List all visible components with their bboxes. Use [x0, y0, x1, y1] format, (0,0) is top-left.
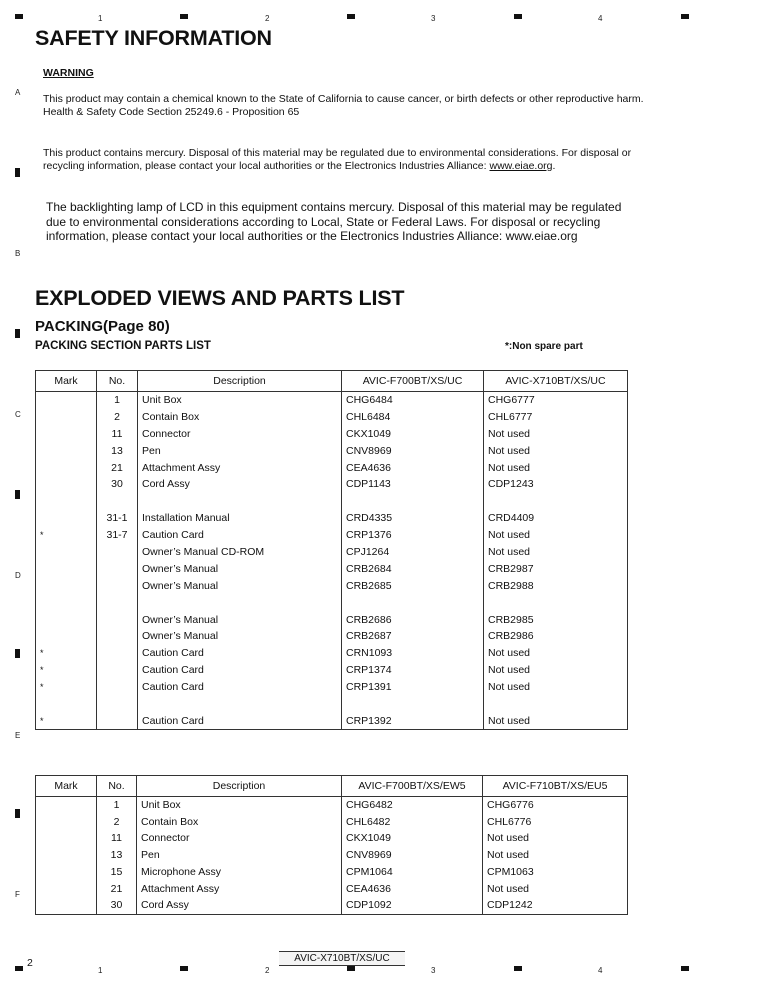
- cell-mark: *: [36, 662, 97, 679]
- cell-description: Owner’s Manual: [138, 628, 342, 645]
- exploded-views-title: EXPLODED VIEWS AND PARTS LIST: [35, 286, 405, 310]
- cell-part-a: CRB2686: [342, 611, 484, 628]
- cell-description: Owner’s Manual: [138, 577, 342, 594]
- table-row: [36, 679, 628, 696]
- table-row: [36, 544, 628, 561]
- cell-part-a: CEA4636: [342, 459, 484, 476]
- cell-description: Pen: [138, 442, 342, 459]
- cell-part-a: CPJ1264: [342, 544, 484, 561]
- cell-description: [138, 493, 342, 510]
- cell-description: [138, 594, 342, 611]
- cell-description: Cord Assy: [137, 897, 342, 914]
- safety-title: SAFETY INFORMATION: [35, 26, 272, 50]
- cell-description: Attachment Assy: [137, 880, 342, 897]
- cell-description: Contain Box: [138, 408, 342, 425]
- cell-mark: [36, 408, 97, 425]
- column-header-description: Description: [138, 371, 342, 392]
- table-row: [36, 847, 628, 864]
- table-row: [36, 880, 628, 897]
- cell-description: Installation Manual: [138, 510, 342, 527]
- cell-description: Connector: [138, 425, 342, 442]
- cell-part-a: CHG6484: [342, 392, 484, 409]
- frame-column-number: 1: [98, 14, 103, 23]
- cell-part-b: Not used: [484, 459, 628, 476]
- cell-mark: *: [36, 645, 97, 662]
- cell-part-b: [484, 696, 628, 713]
- cell-no: [97, 493, 138, 510]
- cell-part-b: Not used: [484, 544, 628, 561]
- cell-part-b: Not used: [484, 527, 628, 544]
- cell-no: [97, 560, 138, 577]
- table-row: [36, 527, 628, 544]
- cell-part-b: Not used: [483, 847, 628, 864]
- cell-part-b: CRB2987: [484, 560, 628, 577]
- cell-mark: [36, 611, 97, 628]
- cell-part-a: CRB2684: [342, 560, 484, 577]
- frame-column-number: 4: [598, 966, 603, 975]
- cell-mark: [36, 797, 97, 814]
- cell-part-a: CEA4636: [342, 880, 483, 897]
- cell-mark: [36, 560, 97, 577]
- frame-tick: [180, 966, 188, 971]
- cell-mark: *: [36, 527, 97, 544]
- cell-no: [97, 594, 138, 611]
- cell-mark: [36, 425, 97, 442]
- table-row: [36, 594, 628, 611]
- cell-part-a: CNV8969: [342, 847, 483, 864]
- table-row: [36, 662, 628, 679]
- table-row: [36, 442, 628, 459]
- cell-no: 21: [97, 459, 138, 476]
- frame-row-letter: C: [15, 410, 21, 419]
- frame-tick: [681, 14, 689, 19]
- cell-part-b: CDP1242: [483, 897, 628, 914]
- frame-tick: [15, 490, 20, 499]
- cell-part-b: CHG6777: [484, 392, 628, 409]
- frame-column-number: 1: [98, 966, 103, 975]
- cell-no: [97, 696, 138, 713]
- frame-column-number: 2: [265, 14, 270, 23]
- cell-no: 13: [97, 442, 138, 459]
- prop65-line1: This product may contain a chemical known to the State of California to cause cancer, or birth defects or other reproductive harm.: [43, 93, 644, 105]
- cell-mark: [36, 493, 97, 510]
- cell-mark: [36, 628, 97, 645]
- cell-part-b: CRB2988: [484, 577, 628, 594]
- cell-part-b: CRB2986: [484, 628, 628, 645]
- table-row: [36, 797, 628, 814]
- frame-tick: [514, 14, 522, 19]
- table-row: [36, 628, 628, 645]
- page-number: 2: [27, 957, 33, 969]
- cell-mark: [36, 880, 97, 897]
- cell-part-a: CHG6482: [342, 797, 483, 814]
- prop65-notice: [43, 93, 663, 119]
- frame-tick: [347, 14, 355, 19]
- cell-part-a: CRB2685: [342, 577, 484, 594]
- cell-no: 2: [97, 813, 137, 830]
- frame-column-number: 4: [598, 14, 603, 23]
- cell-description: Owner’s Manual: [138, 560, 342, 577]
- table-row: [36, 476, 628, 493]
- cell-part-a: CDP1092: [342, 897, 483, 914]
- cell-mark: *: [36, 712, 97, 729]
- cell-part-b: Not used: [484, 662, 628, 679]
- table-header-row: [36, 371, 628, 392]
- cell-mark: [36, 830, 97, 847]
- cell-part-a: CRP1374: [342, 662, 484, 679]
- cell-description: Caution Card: [138, 679, 342, 696]
- cell-description: Contain Box: [137, 813, 342, 830]
- cell-part-b: Not used: [484, 442, 628, 459]
- packing-section-title: PACKING SECTION PARTS LIST: [35, 340, 211, 352]
- cell-part-a: CPM1064: [342, 864, 483, 881]
- frame-row-letter: E: [15, 731, 21, 740]
- cell-mark: [36, 544, 97, 561]
- frame-tick: [681, 966, 689, 971]
- cell-part-a: CKX1049: [342, 425, 484, 442]
- table-row: [36, 408, 628, 425]
- frame-tick: [347, 966, 355, 971]
- table-row: [36, 611, 628, 628]
- cell-part-a: CRP1392: [342, 712, 484, 729]
- cell-description: Connector: [137, 830, 342, 847]
- cell-part-b: Not used: [484, 712, 628, 729]
- cell-no: 21: [97, 880, 137, 897]
- cell-no: [97, 544, 138, 561]
- column-header-model-a: AVIC-F700BT/XS/EW5: [342, 776, 483, 797]
- cell-mark: [36, 577, 97, 594]
- cell-mark: [36, 897, 97, 914]
- frame-tick: [15, 649, 20, 658]
- cell-no: [97, 679, 138, 696]
- cell-no: 13: [97, 847, 137, 864]
- cell-mark: [36, 864, 97, 881]
- cell-no: 1: [97, 797, 137, 814]
- cell-description: [138, 696, 342, 713]
- cell-mark: [36, 510, 97, 527]
- cell-mark: [36, 459, 97, 476]
- mercury-tail: .: [552, 160, 556, 172]
- cell-part-a: CRP1391: [342, 679, 484, 696]
- cell-description: Owner’s Manual: [138, 611, 342, 628]
- cell-mark: [36, 696, 97, 713]
- table-row: [36, 813, 628, 830]
- table-row: [36, 560, 628, 577]
- cell-part-b: [484, 594, 628, 611]
- cell-mark: [36, 476, 97, 493]
- cell-no: [97, 611, 138, 628]
- footer-model-label: AVIC-X710BT/XS/UC: [279, 951, 405, 966]
- cell-part-a: CRB2687: [342, 628, 484, 645]
- cell-mark: [36, 847, 97, 864]
- cell-description: Microphone Assy: [137, 864, 342, 881]
- cell-no: 30: [97, 476, 138, 493]
- frame-tick: [15, 966, 23, 971]
- table-row: [36, 696, 628, 713]
- column-header-mark: Mark: [36, 371, 97, 392]
- cell-description: Owner’s Manual CD-ROM: [138, 544, 342, 561]
- column-header-model-a: AVIC-F700BT/XS/UC: [342, 371, 484, 392]
- column-header-model-b: AVIC-F710BT/XS/EU5: [483, 776, 628, 797]
- cell-part-a: CHL6484: [342, 408, 484, 425]
- cell-description: Caution Card: [138, 662, 342, 679]
- lcd-mercury-notice: The backlighting lamp of LCD in this equipment contains mercury. Disposal of this material may be regulated due to environmental considerations according to Local, State or Federal Laws. For disposal or recycling information, please contact your local authorities or the Electronics Industries Alliance: www.eiae.org: [46, 200, 622, 243]
- cell-mark: [36, 392, 97, 409]
- cell-part-a: CRP1376: [342, 527, 484, 544]
- cell-no: [97, 645, 138, 662]
- eiae-link[interactable]: www.eiae.org: [489, 160, 553, 172]
- column-header-no: No.: [97, 776, 137, 797]
- cell-no: 1: [97, 392, 138, 409]
- cell-no: 11: [97, 425, 138, 442]
- cell-part-b: Not used: [483, 880, 628, 897]
- cell-no: 2: [97, 408, 138, 425]
- frame-tick: [15, 329, 20, 338]
- cell-description: Cord Assy: [138, 476, 342, 493]
- warning-label: WARNING: [43, 67, 94, 79]
- frame-tick: [15, 809, 20, 818]
- non-spare-note: *:Non spare part: [505, 341, 583, 352]
- cell-no: 11: [97, 830, 137, 847]
- cell-description: Caution Card: [138, 712, 342, 729]
- table-row: [36, 577, 628, 594]
- column-header-no: No.: [97, 371, 138, 392]
- cell-part-a: CHL6482: [342, 813, 483, 830]
- cell-description: Attachment Assy: [138, 459, 342, 476]
- cell-part-a: CDP1143: [342, 476, 484, 493]
- cell-part-a: [342, 594, 484, 611]
- frame-column-number: 3: [431, 966, 436, 975]
- cell-mark: [36, 442, 97, 459]
- packing-title: PACKING(Page 80): [35, 318, 170, 335]
- prop65-line2: Health & Safety Code Section 25249.6 - Proposition 65: [43, 106, 300, 118]
- cell-part-b: Not used: [484, 679, 628, 696]
- cell-part-a: CRN1093: [342, 645, 484, 662]
- table-row: [36, 425, 628, 442]
- frame-tick: [15, 168, 20, 177]
- cell-part-b: CHL6776: [483, 813, 628, 830]
- frame-row-letter: B: [15, 249, 21, 258]
- cell-part-b: Not used: [484, 425, 628, 442]
- table-row: [36, 830, 628, 847]
- cell-part-a: CRD4335: [342, 510, 484, 527]
- parts-table-uc: [35, 370, 628, 730]
- table-row: [36, 897, 628, 914]
- cell-description: Caution Card: [138, 527, 342, 544]
- frame-tick: [15, 14, 23, 19]
- table-row: [36, 392, 628, 409]
- frame-row-letter: F: [15, 890, 20, 899]
- cell-mark: [36, 594, 97, 611]
- cell-description: Unit Box: [138, 392, 342, 409]
- cell-part-b: [484, 493, 628, 510]
- column-header-mark: Mark: [36, 776, 97, 797]
- cell-no: [97, 712, 138, 729]
- parts-table-eu: [35, 775, 628, 915]
- table-row: [36, 864, 628, 881]
- table-row: [36, 645, 628, 662]
- mercury-notice: [43, 147, 663, 173]
- cell-part-a: [342, 493, 484, 510]
- cell-part-b: Not used: [483, 830, 628, 847]
- cell-description: Caution Card: [138, 645, 342, 662]
- frame-tick: [180, 14, 188, 19]
- cell-part-b: CRB2985: [484, 611, 628, 628]
- table-header-row: [36, 776, 628, 797]
- frame-row-letter: D: [15, 571, 21, 580]
- cell-no: 31-1: [97, 510, 138, 527]
- cell-part-b: CDP1243: [484, 476, 628, 493]
- cell-part-b: CRD4409: [484, 510, 628, 527]
- frame-tick: [514, 966, 522, 971]
- frame-column-number: 3: [431, 14, 436, 23]
- cell-no: [97, 577, 138, 594]
- cell-part-a: CNV8969: [342, 442, 484, 459]
- cell-mark: [36, 813, 97, 830]
- column-header-description: Description: [137, 776, 342, 797]
- cell-description: Unit Box: [137, 797, 342, 814]
- cell-part-a: CKX1049: [342, 830, 483, 847]
- frame-row-letter: A: [15, 88, 21, 97]
- table-row: [36, 459, 628, 476]
- cell-no: [97, 662, 138, 679]
- table-row: [36, 493, 628, 510]
- column-header-model-b: AVIC-X710BT/XS/UC: [484, 371, 628, 392]
- cell-no: 15: [97, 864, 137, 881]
- table-row: [36, 510, 628, 527]
- cell-part-b: CHG6776: [483, 797, 628, 814]
- cell-part-b: CHL6777: [484, 408, 628, 425]
- cell-part-b: CPM1063: [483, 864, 628, 881]
- cell-mark: *: [36, 679, 97, 696]
- cell-description: Pen: [137, 847, 342, 864]
- cell-part-a: [342, 696, 484, 713]
- table-row: [36, 712, 628, 729]
- cell-no: 31-7: [97, 527, 138, 544]
- mercury-text: This product contains mercury. Disposal of this material may be regulated due to environmental considerations. For disposal or recycling information, please contact your local authorities or the Electronics Industries Alliance:: [43, 147, 632, 172]
- cell-no: 30: [97, 897, 137, 914]
- cell-no: [97, 628, 138, 645]
- cell-part-b: Not used: [484, 645, 628, 662]
- frame-column-number: 2: [265, 966, 270, 975]
